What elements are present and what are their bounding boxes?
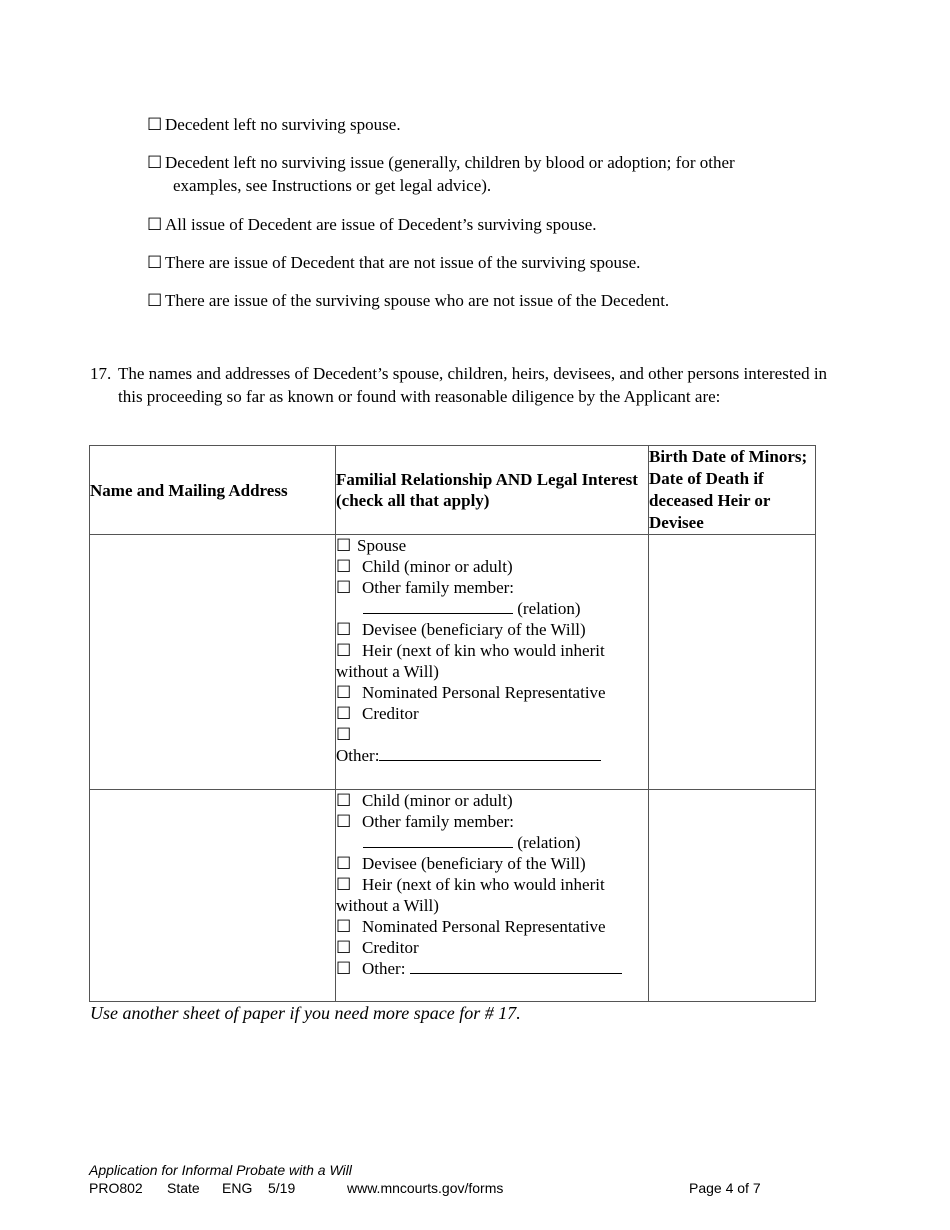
interested-persons-table [89,445,816,1002]
checkbox-icon[interactable]: ☐ [147,153,163,172]
checkbox-icon[interactable]: ☐ [147,253,163,272]
option-label: Child (minor or adult) [362,791,513,810]
relation-line [336,598,648,619]
no-issue-option[interactable] [147,151,735,197]
checkbox-icon[interactable]: ☐ [336,875,352,894]
creditor-option[interactable] [336,703,648,724]
relation-label: (relation) [517,833,581,852]
header-relationship: Familial Relationship AND Legal Interest (check all that apply) [336,446,649,535]
option-label: Nominated Personal Representative [362,683,606,702]
option-label: Heir (next of kin who would inherit [362,875,605,894]
checkbox-icon[interactable]: ☐ [336,725,352,744]
relation-line [336,832,648,853]
table-header-row [90,446,816,535]
checkbox-icon[interactable]: ☐ [336,854,352,873]
checkbox-icon[interactable]: ☐ [147,115,163,134]
no-spouse-option[interactable] [147,113,401,136]
all-issue-of-spouse-option[interactable] [147,213,597,236]
option-label: Other family member: [362,812,515,831]
option-label: Creditor [362,938,419,957]
checkbox-icon[interactable]: ☐ [336,938,352,957]
checkbox-icon[interactable]: ☐ [147,215,163,234]
option-label: Decedent left no surviving issue (generally, children by blood or adoption; for other [165,153,735,172]
spouse-issue-not-of-decedent-option[interactable] [147,289,669,312]
other-family-option[interactable] [336,811,648,832]
option-label: Child (minor or adult) [362,557,513,576]
other-option[interactable] [336,958,648,979]
checkbox-icon[interactable]: ☐ [336,812,352,831]
footer-page-number: Page 4 of 7 [689,1180,761,1196]
relation-blank[interactable] [363,832,513,848]
option-label: Nominated Personal Representative [362,917,606,936]
option-label-continued: examples, see Instructions or get legal advice). [173,176,492,195]
name-address-cell[interactable] [90,535,336,790]
child-option[interactable] [336,556,648,577]
option-label: Devisee (beneficiary of the Will) [362,854,586,873]
nominated-pr-option[interactable] [336,682,648,703]
footer-language: ENG [222,1180,253,1196]
question-17 [90,362,830,408]
checkbox-icon[interactable]: ☐ [336,791,352,810]
question-text: The names and addresses of Decedent’s spouse, children, heirs, devisees, and other persons interested in this proceeding so far as known or found with reasonable diligence by the Applicant are: [118,364,828,406]
option-label: Spouse [357,536,407,555]
checkbox-icon[interactable]: ☐ [336,557,352,576]
heir-option[interactable] [336,874,648,895]
option-label: There are issue of Decedent that are not issue of the surviving spouse. [165,253,641,272]
footer-state: State [167,1180,200,1196]
issue-not-of-spouse-option[interactable] [147,251,640,274]
footer-url: www.mncourts.gov/forms [347,1180,504,1196]
checkbox-icon[interactable]: ☐ [336,536,352,555]
dates-cell[interactable] [649,535,816,790]
checkbox-icon[interactable]: ☐ [336,704,352,723]
question-number: 17. [90,364,112,383]
relationship-cell [336,790,649,1002]
more-space-note: Use another sheet of paper if you need more space for # 17. [90,1003,521,1023]
checkbox-icon[interactable]: ☐ [336,620,352,639]
checkbox-icon[interactable]: ☐ [336,959,352,978]
table-row [90,790,816,1002]
footer-revision-date: 5/19 [268,1180,296,1196]
checkbox-icon[interactable]: ☐ [147,291,163,310]
option-label: Other family member: [362,578,515,597]
option-label: Devisee (beneficiary of the Will) [362,620,586,639]
other-option[interactable] [336,724,648,745]
option-label-continued: without a Will) [336,662,439,681]
child-option[interactable] [336,790,648,811]
nominated-pr-option[interactable] [336,916,648,937]
checkbox-icon[interactable]: ☐ [336,917,352,936]
relation-blank[interactable] [363,598,513,614]
option-label: There are issue of the surviving spouse who are not issue of the Decedent. [165,291,670,310]
relationship-cell [336,535,649,790]
header-dates: Birth Date of Minors; Date of Death if deceased Heir or Devisee [649,446,816,535]
checkbox-icon[interactable]: ☐ [336,641,352,660]
heir-option[interactable] [336,640,648,661]
option-label: Other: [362,959,406,978]
option-label: Other: [336,746,380,765]
option-label: Heir (next of kin who would inherit [362,641,605,660]
other-blank[interactable] [410,958,622,974]
footer-form-code: PRO802 [89,1180,143,1196]
other-blank[interactable] [379,745,601,761]
devisee-option[interactable] [336,619,648,640]
dates-cell[interactable] [649,790,816,1002]
name-address-cell[interactable] [90,790,336,1002]
checkbox-icon[interactable]: ☐ [336,578,352,597]
option-label: All issue of Decedent are issue of Decedent’s surviving spouse. [165,215,597,234]
spouse-option[interactable] [336,535,648,556]
devisee-option[interactable] [336,853,648,874]
table-row [90,535,816,790]
footer-form-title: Application for Informal Probate with a Will [89,1162,352,1178]
option-label: Creditor [362,704,419,723]
option-label-continued: without a Will) [336,896,439,915]
creditor-option[interactable] [336,937,648,958]
option-label: Decedent left no surviving spouse. [165,115,401,134]
header-name-address: Name and Mailing Address [90,446,336,535]
other-family-option[interactable] [336,577,648,598]
checkbox-icon[interactable]: ☐ [336,683,352,702]
other-line [336,745,648,766]
relation-label: (relation) [517,599,581,618]
